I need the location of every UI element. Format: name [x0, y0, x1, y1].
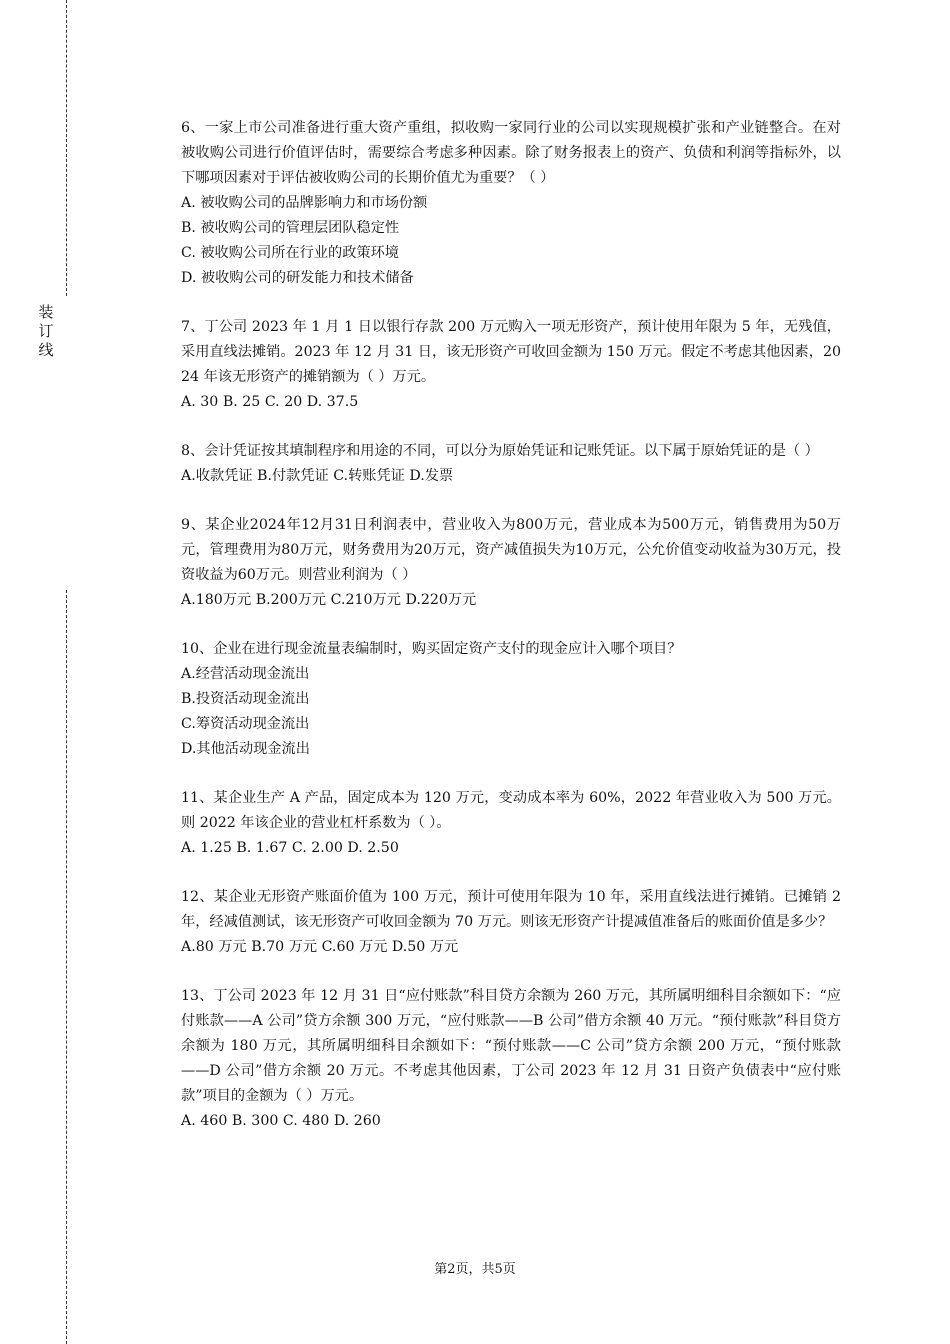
question-6	[181, 116, 841, 291]
question-option: C.筹资活动现金流出	[181, 716, 310, 732]
question-option: D. 被收购公司的研发能力和技术储备	[181, 270, 414, 286]
question-option: A.经营活动现金流出	[181, 666, 310, 682]
question-option: A.收款凭证 B.付款凭证 C.转账凭证 D.发票	[181, 468, 454, 484]
question-text: 11、某企业生产 A 产品，固定成本为 120 万元，变动成本率为 60%，2022 年营业收入为 500 万元。则 2022 年该企业的营业杠杆系数为（ ）。	[181, 790, 841, 831]
question-text: 8、会计凭证按其填制程序和用途的不同，可以分为原始凭证和记账凭证。以下属于原始凭证的是（ ）	[181, 443, 819, 459]
question-9	[181, 513, 841, 613]
question-option: B.投资活动现金流出	[181, 691, 310, 707]
question-text: 9、某企业2024年12月31日利润表中，营业收入为800万元，营业成本为500万元，销售费用为50万元，管理费用为80万元，财务费用为20万元，资产减值损失为10万元，公允价值变动收益为30万元，投资收益为60万元。则营业利润为（ ）	[181, 517, 841, 583]
question-option: D.其他活动现金流出	[181, 741, 310, 757]
page-number: 第2页，共5页	[434, 1262, 516, 1277]
question-text: 6、一家上市公司准备进行重大资产重组，拟收购一家同行业的公司以实现规模扩张和产业链整合。在对被收购公司进行价值评估时，需要综合考虑多种因素。除了财务报表上的资产、负债和利润等指标外，以下哪项因素对于评估被收购公司的长期价值尤为重要？（ ）	[181, 120, 841, 186]
question-text: 7、丁公司 2023 年 1 月 1 日以银行存款 200 万元购入一项无形资产，预计使用年限为 5 年，无残值，采用直线法摊销。2023 年 12 月 31 日，该无形资产可收回金额为 150 万元。假定不考虑其他因素，2024 年该无形资产的摊销额为（ ）万元。	[181, 319, 841, 385]
question-8	[181, 439, 841, 489]
question-text: 13、丁公司 2023 年 12 月 31 日“应付账款”科目贷方余额为 260 万元，其所属明细科目余额如下：“应付账款——A 公司”贷方余额 300 万元，“应付账款——B 公司”借方余额 40 万元。“预付账款”科目贷方余额为 180 万元，其所属明细科目余额如下：“预付账款——C 公司”贷方余额 200 万元，“预付账款——D 公司”借方余额 20 万元。不考虑其他因素，丁公司 2023 年 12 月 31 日资产负债表中“应付账款”项目的金额为（ ）万元。	[181, 988, 841, 1104]
question-option: A. 30 B. 25 C. 20 D. 37.5	[181, 394, 359, 410]
question-text: 12、某企业无形资产账面价值为 100 万元，预计可使用年限为 10 年，采用直线法进行摊销。已摊销 2 年，经减值测试，该无形资产可收回金额为 70 万元。则该无形资产计提减值准备后的账面价值是多少？	[181, 889, 841, 930]
question-7	[181, 315, 841, 415]
question-list	[181, 116, 841, 1158]
question-option: A. 被收购公司的品牌影响力和市场份额	[181, 195, 428, 211]
question-option: B. 被收购公司的管理层团队稳定性	[181, 220, 400, 236]
question-option: A.180万元 B.200万元 C.210万元 D.220万元	[181, 592, 477, 608]
question-option: A. 1.25 B. 1.67 C. 2.00 D. 2.50	[181, 840, 399, 856]
question-option: A. 460 B. 300 C. 480 D. 260	[181, 1113, 381, 1129]
binding-line-top	[66, 0, 67, 296]
question-text: 10、企业在进行现金流量表编制时，购买固定资产支付的现金应计入哪个项目？	[181, 641, 682, 657]
question-12	[181, 885, 841, 960]
question-11	[181, 786, 841, 861]
question-option: C. 被收购公司所在行业的政策环境	[181, 245, 399, 261]
question-10	[181, 637, 841, 762]
binding-label: 装订线	[38, 303, 54, 359]
question-13	[181, 984, 841, 1134]
question-option: A.80 万元 B.70 万元 C.60 万元 D.50 万元	[181, 939, 459, 955]
binding-line-bottom	[66, 590, 67, 1344]
